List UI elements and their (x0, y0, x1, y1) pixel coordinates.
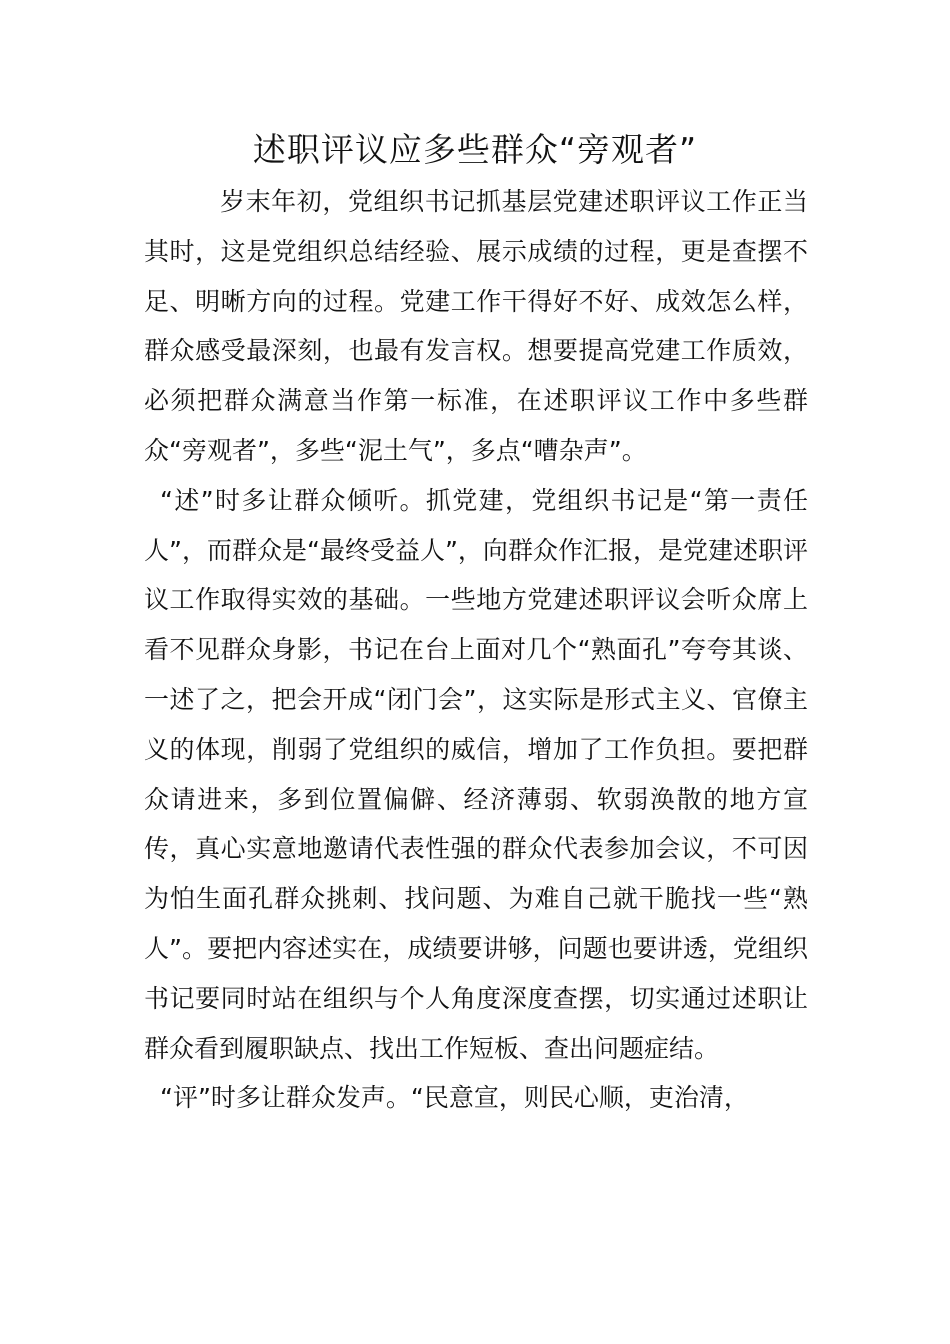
paragraph-ping: “评”时多让群众发声。“民意宣，则民心顺，吏治清， (160, 1083, 749, 1113)
paragraph-intro: 岁末年初，党组织书记抓基层党建述职评议工作正当其时，这是党组织总结经验、展示成绩的过程，更是查摆不足、明晰方向的过程。党建工作干得好不好、成效怎么样，群众感受最深刻，也最有发言权。想要提高党建工作质效，必须把群众满意当作第一标准，在述职评议工作中多些群众“旁观者”，多些“泥土气”，多点“嘈杂声”。 (144, 187, 808, 465)
document-title: 述职评议应多些群众“旁观者” (252, 130, 698, 169)
paragraph-shu: “述”时多让群众倾听。抓党建，党组织书记是“第一责任人”，而群众是“最终受益人”，向群众作汇报，是党建述职评议工作取得实效的基础。一些地方党建述职评议会听众席上看不见群众身影，书记在台上面对几个“熟面孔”夸夸其谈、一述了之，把会开成“闭门会”，这实际是形式主义、官僚主义的体现，削弱了党组织的威信，增加了工作负担。要把群众请进来，多到位置偏僻、经济薄弱、软弱涣散的地方宣传，真心实意地邀请代表性强的群众代表参加会议，不可因为怕生面孔群众挑刺、找问题、为难自己就干脆找一些“熟人”。要把内容述实在，成绩要讲够，问题也要讲透，党组织书记要同时站在组织与个人角度深度查摆，切实通过述职让群众看到履职缺点、找出工作短板、查出问题症结。 (144, 485, 808, 1063)
document-body (144, 177, 808, 1123)
